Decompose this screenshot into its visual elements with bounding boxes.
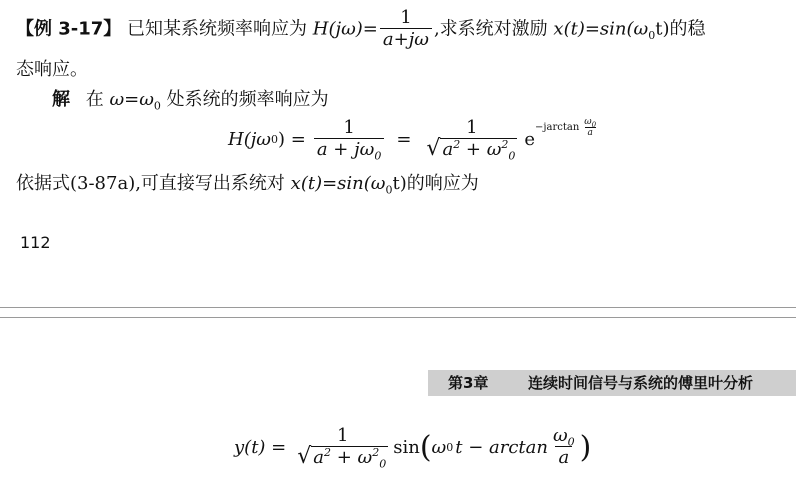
eq1-fraction-1: $\frac{1}{a + j\omega_0}$ xyxy=(314,118,385,161)
freq-response-lhs: H(jω)= xyxy=(312,18,378,40)
right-paren: ) xyxy=(579,429,592,465)
equation-frequency-response: H(jω 0 ) = $\frac{1}{a + j\omega_0}$ = 1 √ $a^2 + \omega^2_0$ e −jarctan $\frac{\omega_0}{a}$ xyxy=(228,118,601,161)
eq2-fraction: 1 √ $a^2 + \omega^2_0$ xyxy=(297,425,387,471)
input-signal: x(t)=sin(ω xyxy=(553,18,649,40)
example-mid: ,求系统对激励 xyxy=(433,18,548,40)
chapter-title: 连续时间信号与系统的傅里叶分析 xyxy=(528,374,754,392)
arctan-fraction: $\frac{\omega_0}{a}$ xyxy=(552,425,575,468)
exponent: −jarctan $\frac{\omega_0}{a}$ xyxy=(535,117,597,138)
solution-label: 解 xyxy=(52,89,70,110)
example-tail: t)的稳 xyxy=(655,18,706,40)
response-intro-line: 依据式(3-87a),可直接写出系统对 $x(t)=\sin(\omega_0t)$的响应为 xyxy=(16,173,479,197)
freq-response-fraction: $\frac{1}{a+j\omega}$ xyxy=(380,8,432,51)
eq1-fraction-2: 1 √ $a^2 + \omega^2_0$ xyxy=(426,117,516,163)
example-lead: 已知某系统频率响应为 xyxy=(127,18,308,40)
solution-line: 解 在 $\omega=\omega_0$ 处系统的频率响应为 xyxy=(52,89,329,113)
page-divider-bottom xyxy=(0,317,796,318)
page-divider-top xyxy=(0,307,796,308)
equation-response: y(t) = 1 √ $a^2 + \omega^2_0$ sin ( ω 0 t − arctan $\frac{\omega_0}{a}$ ) xyxy=(234,425,592,471)
left-paren: ( xyxy=(419,429,432,465)
page-number: 112 xyxy=(20,233,51,252)
sqrt-symbol: √ $a^2 + \omega^2_0$ xyxy=(426,136,516,163)
chapter-header xyxy=(428,370,796,396)
example-line: 【例 3-17】 已知某系统频率响应为 H(jω)= $\frac{1}{a+j\omega}$ ,求系统对激励 $x(t)=\sin(\omega_0t)$的稳 xyxy=(16,7,706,50)
example-label: 【例 3-17】 xyxy=(16,18,122,40)
chapter-number: 第3章 xyxy=(448,374,489,392)
example-line-2: 态响应。 xyxy=(16,59,88,80)
